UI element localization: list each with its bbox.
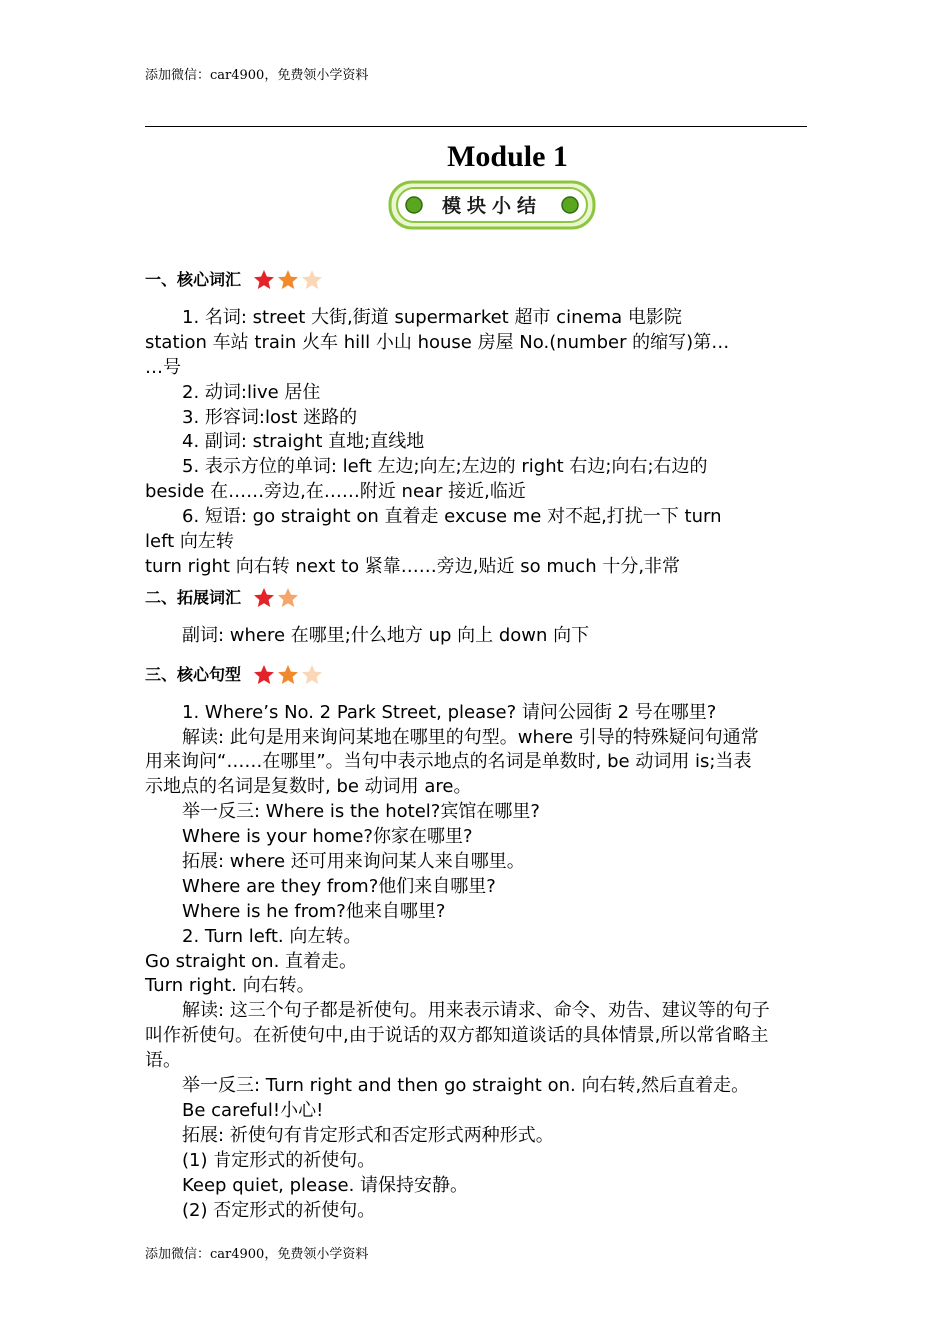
text-line: (2) 否定形式的祈使句。 bbox=[182, 1199, 376, 1221]
text-line: Keep quiet, please. 请保持安静。 bbox=[182, 1174, 469, 1196]
text-line: left 向左转 bbox=[145, 531, 234, 553]
text-line: Where is your home?你家在哪里? bbox=[182, 826, 473, 848]
text-line: Turn right. 向右转。 bbox=[145, 975, 315, 997]
star-icon bbox=[277, 664, 299, 686]
star-icon bbox=[253, 664, 275, 686]
text-line: Go straight on. 直着走。 bbox=[145, 950, 358, 972]
section-heading-core-sentences bbox=[145, 657, 807, 693]
header-rule bbox=[145, 126, 807, 127]
page-title: Module 1 bbox=[447, 140, 568, 173]
summary-content bbox=[145, 262, 807, 1223]
text-line: 举一反三: Turn right and then go straight on. 向右转,然后直着走。 bbox=[182, 1075, 750, 1097]
text-line: 6. 短语: go straight on 直着走 excuse me 对不起,打扰一下 turn bbox=[182, 506, 722, 528]
text-line: 解读: 这三个句子都是祈使句。用来表示请求、命令、劝告、建议等的句子 bbox=[182, 1000, 770, 1022]
text-line: turn right 向右转 next to 紧靠……旁边,贴近 so much 十分,非常 bbox=[145, 555, 681, 577]
text-line: 副词: where 在哪里;什么地方 up 向上 down 向下 bbox=[182, 624, 590, 646]
text-line: Where is he from?他来自哪里? bbox=[182, 900, 446, 922]
text-line: 解读: 此句是用来询问某地在哪里的句型。where 引导的特殊疑问句通常 bbox=[182, 726, 759, 748]
text-line: 3. 形容词:lost 迷路的 bbox=[182, 406, 358, 428]
text-line: beside 在……旁边,在……附近 near 接近,临近 bbox=[145, 481, 526, 503]
text-line: 1. Where’s No. 2 Park Street, please? 请问公园街 2 号在哪里? bbox=[182, 701, 717, 723]
text-line: Be careful!小心! bbox=[182, 1099, 324, 1121]
section-heading-core-vocab bbox=[145, 262, 807, 298]
text-line: 举一反三: Where is the hotel?宾馆在哪里? bbox=[182, 801, 540, 823]
text-line: 叫作祈使句。在祈使句中,由于说话的双方都知道谈话的具体情景,所以常省略主 bbox=[145, 1025, 769, 1047]
header-note: 添加微信：car4900，免费领小学资料 bbox=[145, 68, 369, 83]
half-star-icon bbox=[301, 664, 323, 686]
rating-stars bbox=[253, 269, 325, 291]
badge-left-dot-icon bbox=[406, 197, 422, 213]
half-star-icon bbox=[301, 269, 323, 291]
text-line: 2. 动词:live 居住 bbox=[182, 381, 321, 403]
text-line: 4. 副词: straight 直地;直线地 bbox=[182, 431, 425, 453]
text-line: 用来询问“……在哪里”。当句中表示地点的名词是单数时, be 动词用 is;当表 bbox=[145, 751, 752, 773]
text-line: 示地点的名词是复数时, be 动词用 are。 bbox=[145, 776, 472, 798]
section-heading-extended-vocab bbox=[145, 580, 807, 616]
section-heading-text: 二、拓展词汇 bbox=[145, 587, 242, 607]
text-line: station 车站 train 火车 hill 小山 house 房屋 No.(number 的缩写)第… bbox=[145, 331, 730, 353]
text-line: 2. Turn left. 向左转。 bbox=[182, 925, 362, 947]
half-star-icon bbox=[277, 587, 299, 609]
text-line: 5. 表示方位的单词: left 左边;向左;左边的 right 右边;向右;右边的 bbox=[182, 456, 708, 478]
text-line: 拓展: where 还可用来询问某人来自哪里。 bbox=[182, 851, 525, 873]
rating-stars bbox=[253, 664, 325, 686]
text-line: …号 bbox=[145, 356, 181, 378]
text-line: Where are they from?他们来自哪里? bbox=[182, 875, 496, 897]
star-icon bbox=[253, 587, 275, 609]
footer-note: 添加微信：car4900，免费领小学资料 bbox=[145, 1247, 369, 1262]
star-icon bbox=[253, 269, 275, 291]
badge-label: 模块小结 bbox=[441, 195, 543, 217]
rating-stars bbox=[253, 587, 301, 609]
star-icon bbox=[277, 269, 299, 291]
text-line: (1) 肯定形式的祈使句。 bbox=[182, 1149, 376, 1171]
text-line: 拓展: 祈使句有肯定形式和否定形式两种形式。 bbox=[182, 1124, 554, 1146]
text-line: 1. 名词: street 大街,街道 supermarket 超市 cinema 电影院 bbox=[182, 307, 682, 328]
section-heading-text: 三、核心句型 bbox=[145, 664, 242, 684]
badge-right-dot-icon bbox=[562, 197, 578, 213]
section-heading-text: 一、核心词汇 bbox=[145, 270, 242, 289]
module-summary-badge bbox=[388, 180, 596, 230]
text-line: 语。 bbox=[145, 1050, 181, 1072]
